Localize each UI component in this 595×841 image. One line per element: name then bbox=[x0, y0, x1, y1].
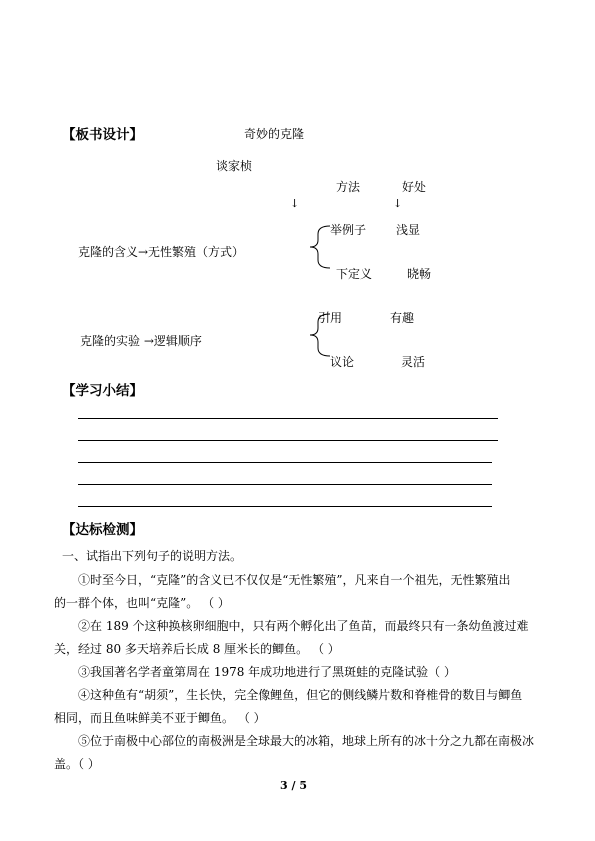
page-number: 3 / 5 bbox=[280, 779, 307, 792]
question-title: 一、试指出下列句子的说明方法。 bbox=[62, 549, 243, 563]
row1-method-1: 举例子 bbox=[330, 223, 367, 237]
item-2-line-2: 关，经过 80 多天培养后长成 8 厘米长的鲫鱼。 （ ） bbox=[54, 642, 340, 656]
row2-label: 克隆的实验 →逻辑顺序 bbox=[80, 334, 202, 348]
item-5-line-1: ⑤位于南极中心部位的南极洲是全球最大的冰箱，地球上所有的冰十分之九都在南极冰 bbox=[78, 734, 535, 748]
row1-label: 克隆的含义→无性繁殖（方式） bbox=[78, 245, 245, 259]
blank-line bbox=[78, 440, 498, 441]
column-method: 方法 bbox=[336, 180, 361, 194]
item-4-line-1: ④这种鱼有“胡须”，生长快，完全像鲤鱼，但它的侧线鳞片数和脊椎骨的数目与鲫鱼 bbox=[78, 688, 523, 702]
row2-method-2: 议论 bbox=[330, 355, 355, 369]
column-benefit: 好处 bbox=[402, 180, 427, 194]
test-heading: 【达标检测】 bbox=[62, 522, 143, 538]
down-arrow-icon: ↓ bbox=[393, 197, 403, 210]
board-author: 谈家桢 bbox=[216, 159, 253, 173]
row2-benefit-1: 有趣 bbox=[390, 311, 415, 325]
row2-benefit-2: 灵活 bbox=[401, 355, 426, 369]
down-arrow-icon: ↓ bbox=[290, 197, 300, 210]
item-1-line-1: ①时至今日，“克隆”的含义已不仅仅是“无性繁殖”，凡来自一个祖先，无性繁殖出 bbox=[78, 573, 511, 587]
blank-line bbox=[78, 484, 492, 485]
item-3-line-1: ③我国著名学者童第周在 1978 年成功地进行了黑斑蛙的克隆试验（ ） bbox=[78, 665, 456, 679]
item-5-line-2: 盖。（ ） bbox=[54, 757, 100, 771]
item-1-line-2: 的一群个体，也叫“克隆”。 （ ） bbox=[54, 596, 230, 610]
brace-1 bbox=[310, 226, 330, 268]
blank-line bbox=[78, 506, 492, 507]
blank-line bbox=[78, 462, 492, 463]
item-2-line-1: ②在 189 个这种换核卵细胞中，只有两个孵化出了鱼苗，而最终只有一条幼鱼渡过难 bbox=[78, 619, 529, 633]
brace-2 bbox=[310, 314, 330, 356]
blank-line bbox=[78, 418, 498, 419]
row1-benefit-2: 晓畅 bbox=[407, 267, 432, 281]
board-title: 奇妙的克隆 bbox=[244, 127, 305, 141]
row2-method-1: 引用 bbox=[318, 311, 343, 325]
summary-heading: 【学习小结】 bbox=[62, 383, 143, 399]
item-4-line-2: 相同，而且鱼味鲜美不亚于鲫鱼。 （ ） bbox=[54, 711, 266, 725]
board-heading: 【板书设计】 bbox=[62, 127, 143, 143]
row1-benefit-1: 浅显 bbox=[396, 223, 421, 237]
row1-method-2: 下定义 bbox=[336, 267, 373, 281]
